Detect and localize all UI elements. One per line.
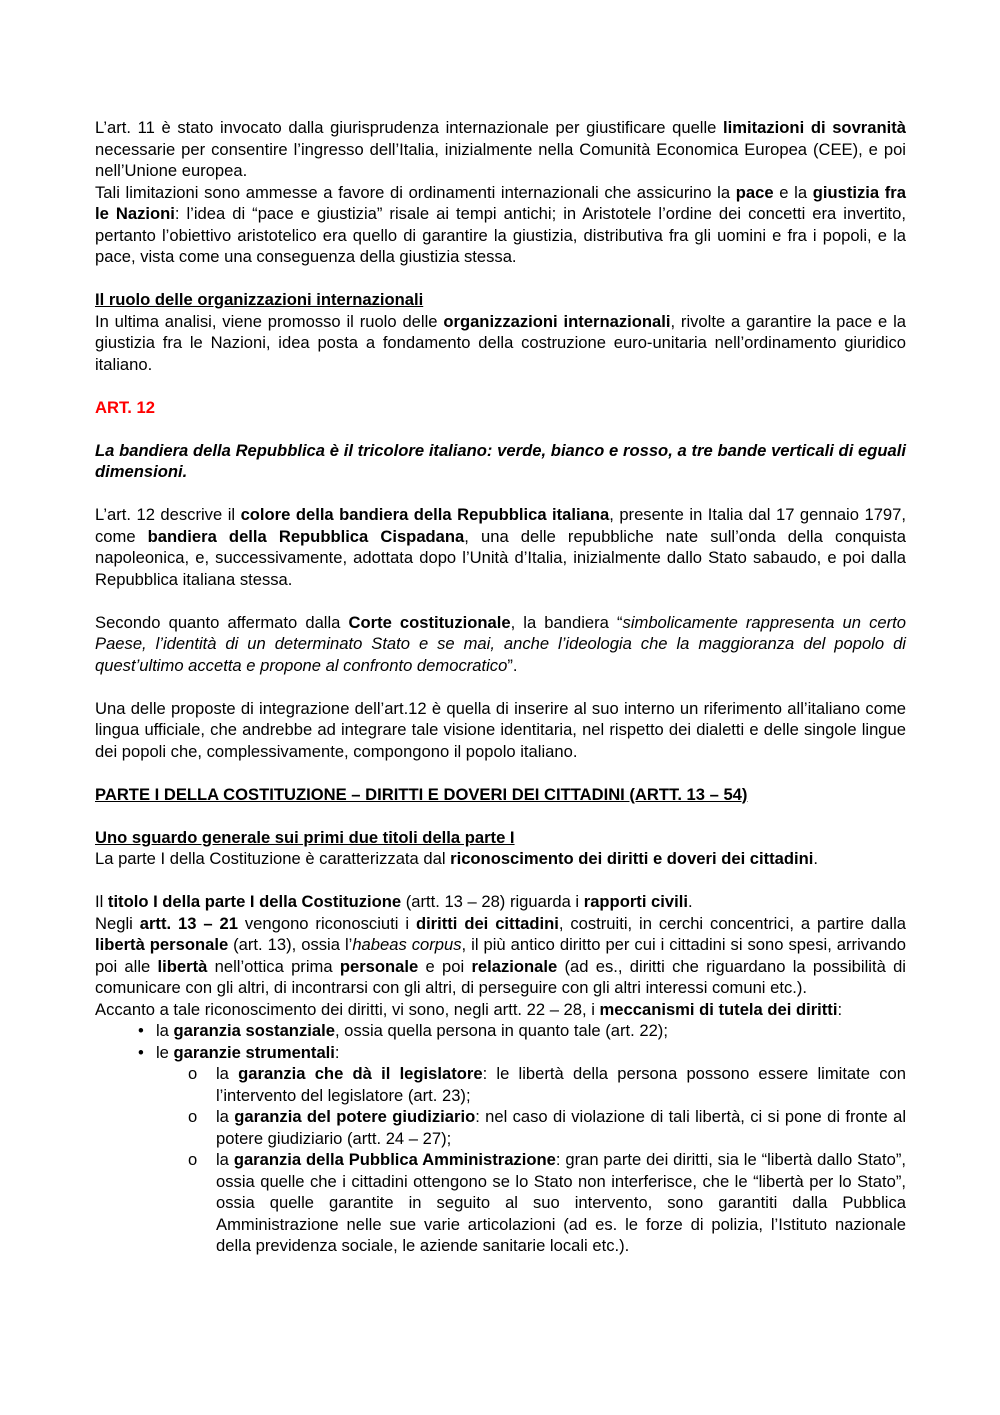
- bullet-marker: •: [138, 1021, 144, 1040]
- paragraph-titolo-i: Il titolo I della parte I della Costituzione (artt. 13 – 28) riguarda i rapporti civili.: [95, 892, 693, 911]
- guarantees-list: [95, 1020, 906, 1257]
- article-12-title: ART. 12: [95, 397, 155, 417]
- paragraph-colore-bandiera: L’art. 12 descrive il colore della bandiera della Repubblica italiana, presente in Italia dal 17 gennaio 1797, come bandiera della Repubblica Cispadana, una delle repubbliche nate sull’onda della conquista napoleonica, e, successivamente, adottata dopo l’Unità d’Italia, inizialmente dallo Stato sabaudo, e poi dalla Repubblica italiana stessa.: [95, 505, 906, 589]
- sub-bullet-marker: o: [188, 1107, 198, 1126]
- sub-list-item-pubblica-amministrazione: o la garanzia della Pubblica Amministrazione: gran parte dei diritti, sia le “libertà dallo Stato”, ossia quelle che i cittadini ottengono se lo Stato non interferisce, che le “libertà per lo Stato”, ossia quelle garantite in seguito al suo intervento, sono garantiti dalla Pubblica Amministrazione nelle sue varie articolazioni (ad es. le forze di polizia, l’Istituto nazionale della previdenza sociale, le aziende sanitarie locali etc.).: [188, 1150, 907, 1255]
- paragraph-organizzazioni: In ultima analisi, viene promosso il ruolo delle organizzazioni internazionali, rivolte a garantire la pace e la giustizia fra le Nazioni, idea posta a fondamento della costruzione euro-unitaria nell’ordinamento giuridico italiano.: [95, 311, 906, 374]
- section-heading-sguardo-generale: Uno sguardo generale sui primi due titoli della parte I: [95, 827, 515, 847]
- sub-bullet-marker: o: [188, 1064, 198, 1083]
- bullet-marker: •: [138, 1042, 144, 1062]
- document-page: [95, 117, 906, 1257]
- sub-list-item-legislatore: o la garanzia che dà il legislatore: le libertà della persona possono essere limitate con l’intervento del legislatore (art. 23);: [188, 1064, 906, 1105]
- article-12-text: La bandiera della Repubblica è il tricolore italiano: verde, bianco e rosso, a tre bande verticali di eguali dimensioni.: [95, 440, 906, 481]
- paragraph-lingua-ufficiale: Una delle proposte di integrazione dell’art.12 è quella di inserire al suo interno un riferimento all’italiano come lingua ufficiale, che andrebbe ad integrare tale visione identitaria, nel rispetto dei dialetti e delle singole lingue dei popoli che, complessivamente, compongono il popolo italiano.: [95, 698, 906, 761]
- sub-list-item-potere-giudiziario: o la garanzia del potere giudiziario: nel caso di violazione di tali libertà, ci si pone di fronte al potere giudiziario (artt. 24 – 27);: [188, 1107, 907, 1148]
- paragraph-meccanismi-tutela: Accanto a tale riconoscimento dei diritti, vi sono, negli artt. 22 – 28, i meccanismi di tutela dei diritti:: [95, 999, 843, 1019]
- list-item-garanzie-strumentali: • le garanzie strumentali: o la garanzia che dà il legislatore: le libertà della persona possono essere limitate con l’intervento del legislatore (art. 23); o la garanzia del potere giudiziario: nel caso di violazione di tali libertà, ci si pone di fronte al potere giudiziario (artt. 24 – 27); o la garanzia della Pubblica Amministrazione: gran parte dei diritti, sia le “libertà dallo Stato”, ossia quelle che i cittadini ottengono se lo Stato non interferisce, che le “libertà per lo Stato”, ossia quelle garantite in seguito al suo intervento, sono garantiti dalla Pubblica Amministrazione nelle sue varie articolazioni (ad es. le forze di polizia, l’Istituto nazionale della previdenza sociale, le aziende sanitarie locali etc.).: [138, 1042, 907, 1255]
- list-item-garanzia-sostanziale: • la garanzia sostanziale, ossia quella persona in quanto tale (art. 22);: [138, 1021, 668, 1040]
- paragraph-artt-13-21: Negli artt. 13 – 21 vengono riconosciuti i diritti dei cittadini, costruiti, in cerchi concentrici, a partire dalla libertà personale (art. 13), ossia l’habeas corpus, il più antico diritto per cui i cittadini si sono spesi, arrivando poi alle libertà nell’ottica prima personale e poi relazionale (ad es., diritti che riguardano la possibilità di comunicare con gli altri, di incontrarsi con gli altri, di perseguire con gli altri interessi comuni etc.).: [95, 913, 906, 997]
- sub-guarantees-list: [156, 1063, 906, 1257]
- paragraph-art11-sovranita: L’art. 11 è stato invocato dalla giurisprudenza internazionale per giustificare quelle limitazioni di sovranità necessarie per consentire l’ingresso dell’Italia, inizialmente nella Comunità Economica Europea (CEE), e poi nell’Unione europea.: [95, 118, 906, 180]
- section-heading-organizzazioni: Il ruolo delle organizzazioni internazionali: [95, 290, 424, 309]
- paragraph-riconoscimento-diritti: La parte I della Costituzione è caratterizzata dal riconoscimento dei diritti e doveri dei cittadini.: [95, 849, 819, 868]
- section-heading-parte-i: PARTE I DELLA COSTITUZIONE – DIRITTI E DOVERI DEI CITTADINI (ARTT. 13 – 54): [95, 784, 748, 804]
- paragraph-pace-giustizia: Tali limitazioni sono ammesse a favore di ordinamenti internazionali che assicurino la pace e la giustizia fra le Nazioni: l’idea di “pace e giustizia” risale ai tempi antichi; in Aristotele l’ordine dei concetti era invertito, pertanto l’obiettivo aristotelico era quello di garantire la giustizia, distributiva fra gli uomini e fra i popoli, e la pace, vista come una conseguenza della giustizia stessa.: [95, 182, 906, 266]
- paragraph-corte-costituzionale: Secondo quanto affermato dalla Corte costituzionale, la bandiera “simbolicamente rappresenta un certo Paese, l’identità di un determinato Stato e se mai, anche l’ideologia che la maggioranza del popolo di quest’ultimo accetta e propone al confronto democratico”.: [95, 612, 906, 675]
- sub-bullet-marker: o: [188, 1150, 198, 1169]
